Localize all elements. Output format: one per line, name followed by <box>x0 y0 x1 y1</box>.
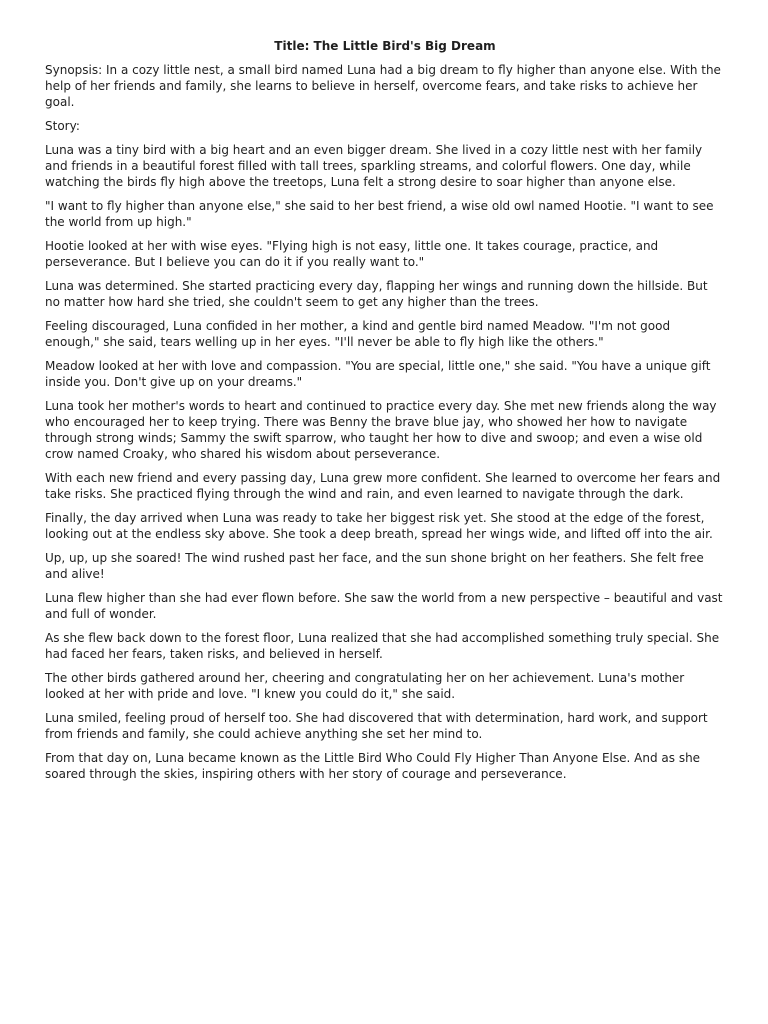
paragraph: Up, up, up she soared! The wind rushed past her face, and the sun shone bright on her feathers. She felt free and alive! <box>45 551 704 581</box>
paragraph: The other birds gathered around her, cheering and congratulating her on her achievement. Luna's mother looked at her with pride and love. "I knew you could do it," she said. <box>45 671 685 701</box>
paragraph: Luna smiled, feeling proud of herself too. She had discovered that with determination, hard work, and support from friends and family, she could achieve anything she set her mind to. <box>45 711 708 741</box>
paragraph: "I want to fly higher than anyone else," she said to her best friend, a wise old owl named Hootie. "I want to see the world from up high." <box>45 199 714 229</box>
paragraph: Finally, the day arrived when Luna was ready to take her biggest risk yet. She stood at the edge of the forest, looking out at the endless sky above. She took a deep breath, spread her wings wide, and lifted off into the air. <box>45 511 713 541</box>
paragraph: Luna was determined. She started practicing every day, flapping her wings and running down the hillside. But no matter how hard she tried, she couldn't seem to get any higher than the trees. <box>45 279 708 309</box>
paragraph: Meadow looked at her with love and compassion. "You are special, little one," she said. "You have a unique gift inside you. Don't give up on your dreams." <box>45 359 711 389</box>
paragraph: Luna flew higher than she had ever flown before. She saw the world from a new perspective – beautiful and vast and full of wonder. <box>45 591 723 621</box>
paragraph: From that day on, Luna became known as the Little Bird Who Could Fly Higher Than Anyone Else. And as she soared through the skies, inspiring others with her story of courage and perseverance. <box>45 751 701 781</box>
paragraph-story-heading: Story: <box>45 119 80 133</box>
paragraph: As she flew back down to the forest floor, Luna realized that she had accomplished something truly special. She had faced her fears, taken risks, and believed in herself. <box>45 631 720 661</box>
document-page <box>45 38 725 790</box>
paragraph: With each new friend and every passing day, Luna grew more confident. She learned to overcome her fears and take risks. She practiced flying through the wind and rain, and even learned to navigate through the dark. <box>45 471 721 501</box>
document-title: Title: The Little Bird's Big Dream <box>274 39 496 53</box>
paragraph: Luna took her mother's words to heart and continued to practice every day. She met new friends along the way who encouraged her to keep trying. There was Benny the brave blue jay, who showed her how to navigate through strong winds; Sammy the swift sparrow, who taught her how to dive and swoop; and even a wise old crow named Croaky, who shared his wisdom about perseverance. <box>45 399 717 461</box>
paragraph: Feeling discouraged, Luna confided in her mother, a kind and gentle bird named Meadow. "I'm not good enough," she said, tears welling up in her eyes. "I'll never be able to fly high like the others." <box>45 319 671 349</box>
paragraph: Hootie looked at her with wise eyes. "Flying high is not easy, little one. It takes courage, practice, and perseverance. But I believe you can do it if you really want to." <box>45 239 659 269</box>
paragraph: Luna was a tiny bird with a big heart and an even bigger dream. She lived in a cozy little nest with her family and friends in a beautiful forest filled with tall trees, sparkling streams, and colorful flowers. One day, while watching the birds fly high above the treetops, Luna felt a strong desire to soar higher than anyone else. <box>45 143 703 189</box>
paragraph-synopsis: Synopsis: In a cozy little nest, a small bird named Luna had a big dream to fly higher than anyone else. With the help of her friends and family, she learns to believe in herself, overcome fears, and take risks to achieve her goal. <box>45 63 721 109</box>
